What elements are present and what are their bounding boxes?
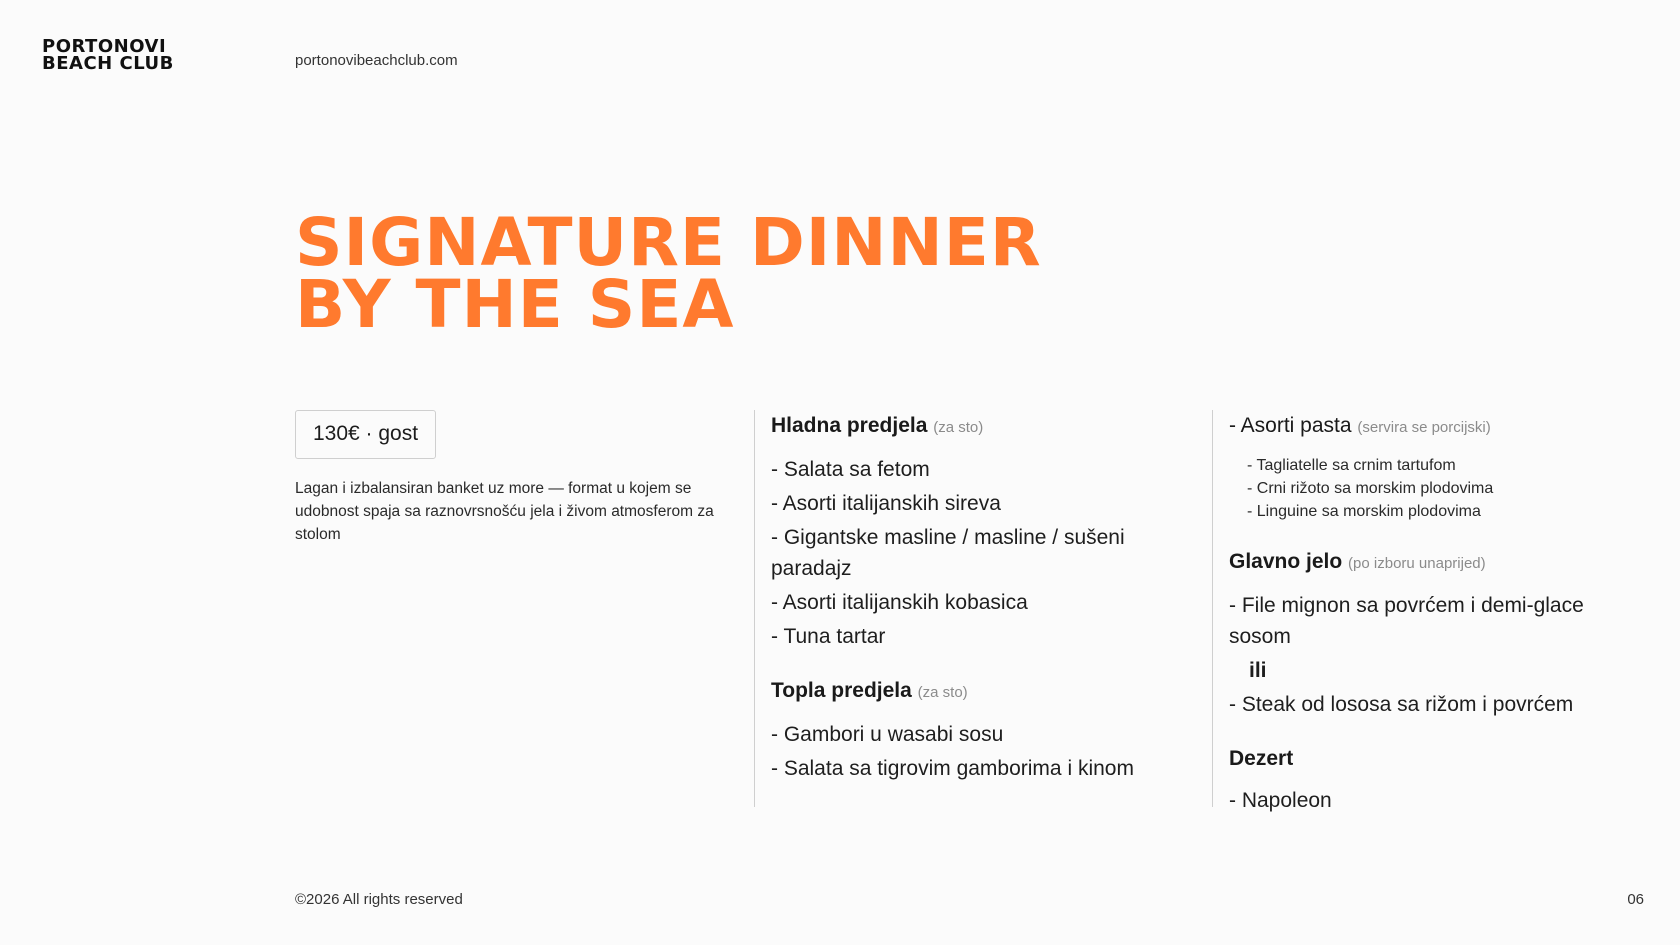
title-line-1: SIGNATURE DINNER <box>295 204 1042 281</box>
pasta-title: - Asorti pasta <box>1229 414 1352 437</box>
menu-column-starters <box>771 411 1181 784</box>
logo-line-1: PORTONOVI <box>42 36 167 57</box>
column-divider-2 <box>1212 410 1213 807</box>
dessert-title: Dezert <box>1229 747 1294 770</box>
list-item: - Salata sa tigrovim gamborima i kinom <box>771 757 1134 780</box>
cold-starters-note: (za sto) <box>933 419 984 436</box>
title-line-2: BY THE SEA <box>295 266 735 343</box>
main-option-2: - Steak od lososa sa rižom i povrćem <box>1229 693 1574 716</box>
cold-starters-title: Hladna predjela <box>771 414 928 437</box>
cold-starters-heading <box>771 411 1181 443</box>
brand-logo <box>42 38 174 72</box>
page-title <box>295 204 1042 343</box>
list-item: - Gambori u wasabi sosu <box>771 723 1004 746</box>
list-item: - Gigantske masline / masline / sušeni paradajz <box>771 526 1125 580</box>
list-item: - Tuna tartar <box>771 625 886 648</box>
column-divider-1 <box>754 410 755 807</box>
list-item: - Asorti italijanskih sireva <box>771 492 1001 515</box>
price-badge: 130€ · gost <box>295 410 436 459</box>
warm-starters-note: (za sto) <box>917 684 968 701</box>
pasta-heading <box>1229 411 1649 443</box>
warm-starters-title: Topla predjela <box>771 679 912 702</box>
main-course-title: Glavno jelo <box>1229 550 1343 573</box>
list-item: - Tagliatelle sa crnim tartufom <box>1247 457 1456 474</box>
list-item: - Crni rižoto sa morskim plodovima <box>1247 480 1494 497</box>
list-item: - Napoleon <box>1229 789 1332 812</box>
menu-column-mains <box>1229 411 1649 816</box>
pasta-note: (servira se porcijski) <box>1357 419 1491 436</box>
copyright: ©2026 All rights reserved <box>295 891 463 908</box>
menu-description: Lagan i izbalansiran banket uz more — format u kojem se udobnost spaja sa raznovrsnošću jela i živom atmosferom za stolom <box>295 480 714 543</box>
list-item: - Asorti italijanskih kobasica <box>771 591 1028 614</box>
main-course-note: (po izboru unaprijed) <box>1348 555 1486 572</box>
main-option-1: - File mignon sa povrćem i demi-glace sosom <box>1229 594 1584 648</box>
warm-starters-heading <box>771 676 1181 708</box>
dessert-heading <box>1229 744 1649 774</box>
list-item: - Linguine sa morskim plodovima <box>1247 503 1481 520</box>
logo-line-2: BEACH CLUB <box>42 53 174 74</box>
site-url[interactable]: portonovibeachclub.com <box>295 52 458 69</box>
or-label: ili <box>1249 659 1267 682</box>
list-item: - Salata sa fetom <box>771 458 930 481</box>
pasta-list <box>1229 454 1649 523</box>
main-course-heading <box>1229 547 1649 579</box>
page-number: 06 <box>1627 891 1644 908</box>
